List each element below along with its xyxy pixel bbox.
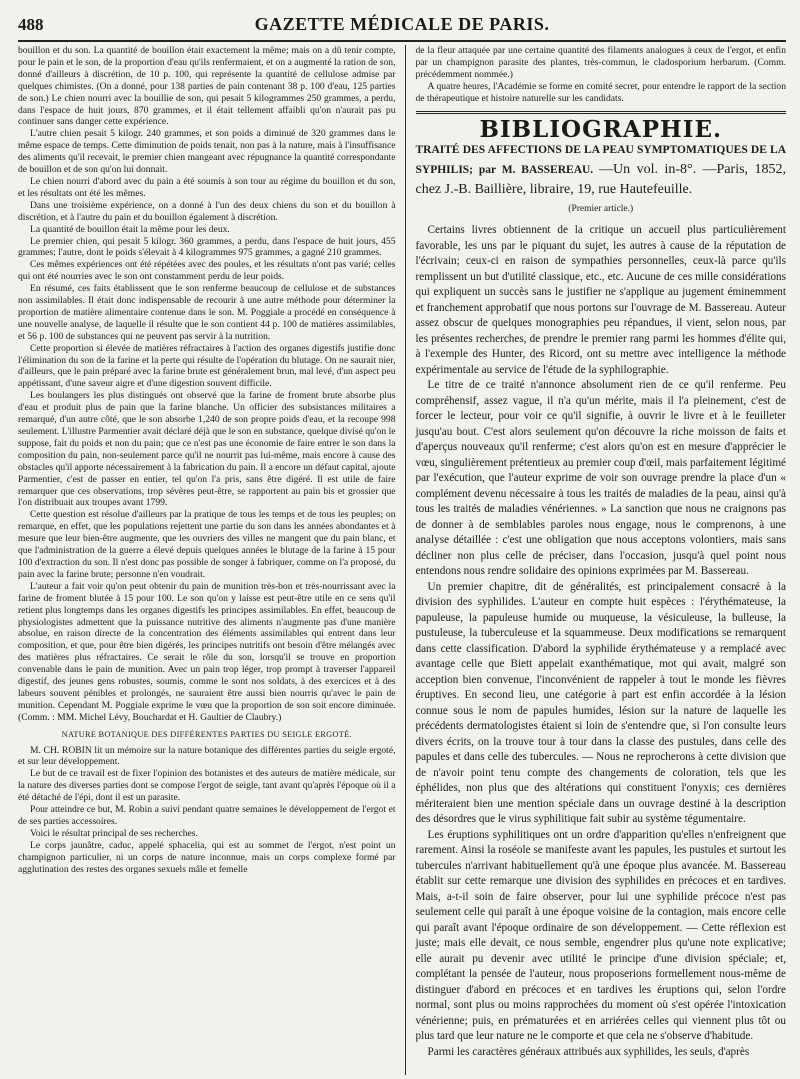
paragraph: Les éruptions syphilitiques ont un ordre d'apparition qu'elles n'enfreignent que rarement. Ainsi la roséole se manifeste avant les papules, les pustules et surtout les tubercules n'arrivant habituellement qu'à une époque plus avancée. M. Bassereau établit sur cette remarque une division des syphilides en précoces et en tardives. Mais, a-t-il soin de faire observer, pour lui une syphilide précoce n'est pas seulement celle qui paraît à une époque voisine de la contagion, mais encore celle qui paraît avant l'époque ordinaire de son développement. — Cette réflexion est juste; mais elle devait, ce nous semble, engendrer plus qu'une note explicative; elle aurait pu devenir avec utilité le principe d'une division spéciale; et, complétant la pensée de l'auteur, nous proposerions formellement nous-même de distinguer d'abord en précoces et en tardives les éruptions qui, selon l'ordre normal, sont plus ou moins rapprochées du moment où s'est opérée l'intoxication vénérienne; puis, en prématurées et en arriérées celles qui viennent plus tôt ou plus tard que leur nature ne le comporte et que cela ne s'observe d'habitude. <box>415 828 786 1043</box>
paragraph: Les boulangers les plus distingués ont observé que la farine de froment brute absorbe plus d'eau et produit plus de pain que la farine blanche. Un officier des subsistances militaires a remarqué, d'un autre côté, que le son absorbe 1,240 de son propre poids d'eau, et la recoupe 998 seulement. L'illustre Parmentier avait déclaré déjà que le son en substance, quelque divisé qu'on le suppose, fait du poids et non du pain; que ce n'est pas une économie de faire entrer le son dans la composition du pain, non-seulement parce qu'il ne nourrit pas lui-même, mais encore à cause des obstacles qu'il apporte nécessairement à la fabrication du pain. Il a encore un défaut capital, ajoute Parmentier, c'est de passer en entier, tel qu'on l'a pris, sans être digéré. Il est utile de faire remarquer que ces observations, trop sévères peut-être, se rapportent au pain bis et grossier que l'on distribuait aux troupes avant 1799. <box>18 390 396 509</box>
paragraph: Le titre de ce traité n'annonce absolument rien de ce qu'il renferme. Peu compréhensif, assez vague, il n'a qu'un mérite, mais il l'a pleinement, c'est de forcer le lecteur, pour voir ce qu'il signifie, à ouvrir le livre et à le feuilleter jusqu'au bout. C'est alors seulement qu'on découvre la riche moisson de faits et d'aperçus nouveaux qu'il renferme; c'est alors qu'on est en mesure d'apprécier le vœu, singulièrement prétentieux au premier coup d'œil, mais parfaitement légitimé par l'exécution, que l'auteur exprime de voir son ouvrage prendre la place d'un « complément devenu nécessaire à tous les traités de maladies de la peau, ainsi qu'à tous les traités de maladies vénériennes. » La sanction que nous ne craignons pas de donner à de semblables paroles nous engage, nous le comprenons, à une analyse détaillée : c'est une obligation que nous acceptons volontiers, mais sans décliner non plus celle de préciser, dans l'occasion, jusqu'à quel point nous entendons nous rendre solidaire des opinions exprimées par M. Bassereau. <box>415 379 786 578</box>
book-title <box>416 141 787 200</box>
paragraph: Parmi les caractères généraux attribués aux syphilides, les seuls, d'après <box>427 1045 750 1058</box>
section-heading: BIBLIOGRAPHIE. <box>479 115 723 143</box>
section-subheading: NATURE BOTANIQUE DES DIFFÉRENTES PARTIES DU SEIGLE ERGOTÉ. <box>61 729 352 739</box>
paragraph: Voici le résultat principal de ses recherches. <box>30 827 198 839</box>
page-number: 488 <box>18 15 44 34</box>
review-body <box>416 223 787 1060</box>
right-column <box>406 45 787 1075</box>
paragraph: Le but de ce travail est de fixer l'opinion des botanistes et des auteurs de matière médicale, sur la nature des diverses parties dont se compose l'ergot de seigle, tant avant qu'après l'époque où il a été détaché de l'épi, dont il est un parasite. <box>18 768 396 804</box>
paragraph: Dans une troisième expérience, on a donné à l'un des deux chiens du son et du bouillon à discrétion, et à l'autre du pain et du bouillon également à discrétion. <box>18 199 396 223</box>
book-title-details: —Un vol. in-8°. —Paris, 1852, chez J.-B. Baillière, libraire, 19, rue Hautefeuille. <box>415 162 786 198</box>
left-column <box>18 45 406 1075</box>
paragraph: Le premier chien, qui pesait 5 kilogr. 360 grammes, a perdu, dans l'espace de huit jours, 455 grammes; l'autre, dont le poids s'élevait à 4 kilogrammes 975 grammes, a gagné 210 grammes. <box>18 235 396 259</box>
article-label: (Premier article.) <box>568 204 634 215</box>
book-title-main: TRAITÉ DES AFFECTIONS DE LA PEAU SYMPTOMATIQUES DE LA SYPHILIS; par M. BASSEREAU. <box>415 144 786 177</box>
paragraph: Pour atteindre ce but, M. Robin a suivi pendant quatre semaines le développement de l'ergot et de ses parties accessoires. <box>18 804 396 827</box>
section-divider <box>416 111 787 114</box>
paragraph: Certains livres obtiennent de la critique un accueil plus particulièrement favorable, les uns par le piquant du sujet, les autres à cause de la réputation de l'écrivain; ceux-ci en raison de sympathies personnelles, ceux-là parce qu'ils remplissent un but d'utilité classique, etc., etc. Aucune de ces mille considérations qui expliquent un succès sans le justifier ne s'applique au jugement éminemment et franchement approbatif que nous portons sur l'ouvrage de M. Bassereau. Auteur assez obscur de quelques monographies peu répandues, il vient, selon nous, par les présentes recherches, de prendre le premier rang parmi les hommes d'élite qui, à l'exemple des Hunter, des Ricord, ont su mettre avec intelligence la méthode expérimentale au service de l'étude de la syphilographie. <box>415 224 786 376</box>
paragraph: Un premier chapitre, dit de généralités, est principalement consacré à la division des syphilides. L'auteur en compte huit espèces : l'érythémateuse, la papuleuse, la papuleuse humide ou muqueuse, la vésiculeuse, la bulleuse, la pustuleuse, la tuberculeuse et la squammeuse. Deux modifications se remarquent dans cette classification. D'abord la syphilide érythémateuse y a remplacé avec avantage celle que Biett appelait exanthématique, mot qui avait, malgré son acception bien convenue, l'inconvénient de rappeler à tout le monde les fièvres éruptives. En second lieu, une catégorie à part est enfin accordée à la lésion connue sous le nom de papules humides, lésion sur la nature de laquelle les précédents dermatologistes étaient si loin de s'entendre que, si l'on consulte leurs divers écrits, on la trouve tour à tour dans la classe des pustules, dans celle des papules et dans celle des tubercules. — Nous ne reprocherons à cette division que de n'avoir point tenu compte des changements de coloration, tels que les éphélides, non plus que des altérations qui constituent l'onyxis; ces dernières mériteraient bien une mention spéciale dans un ouvrage destiné à la description des désordres que le virus syphilitique fait subir au système tégumentaire. <box>415 580 786 826</box>
paragraph: Le corps jaunâtre, caduc, appelé sphacelia, qui est au sommet de l'ergot, n'est point un champignon particulier, ni un corps de nature inconnue, mais un corps complexe formé par agglutination des restes des organes sexuels mâle et femelle <box>18 839 396 875</box>
paragraph: Le chien nourri d'abord avec du pain a été soumis à son tour au régime du bouillon et du son, et les résultats ont été les mêmes. <box>18 175 396 199</box>
paragraph: Cette proportion si élevée de matières réfractaires à l'action des organes digestifs justifie donc l'élimination du son de la farine et la perte qui résulte de l'opération du blutage. On ne saurait nier, d'ailleurs, que le pain préparé avec la farine brute est généralement brun, mal levé, d'un aspect peu appétissant, d'une saveur aigre et d'une digestion souvent difficile. <box>18 342 396 390</box>
page-header <box>18 14 786 42</box>
paragraph: L'autre chien pesait 5 kilogr. 240 grammes, et son poids a diminué de 320 grammes dans le même espace de temps. Cette diminution de poids tenait, non pas à la nature, mais à l'insuffisance des aliments qu'il recevait, le premier chien mangeant avec répugnance la quantité correspondante de bouillon et de son qu'on lui donnait. <box>18 128 396 176</box>
paragraph: En résumé, ces faits établissent que le son renferme beaucoup de cellulose et de substances non assimilables. Il était donc indispensable de recourir à une autre méthode pour déterminer la proportion de matière alimentaire contenue dans le son. M. Poggiale a procédé en conséquence à une nouvelle analyse, de laquelle il résulte que le son contient 44 p. 100 de matières assimilables, et 56 p. 100 de substances qui ne peuvent pas servir à la nutrition. <box>18 283 396 342</box>
paragraph: bouillon et du son. La quantité de bouillon était exactement la même; mais on a dû tenir compte, pour le pain et le son, de la proportion d'eau qu'ils renfermaient, et on a augmenté la ration de son, donné d'ailleurs à discrétion, de 10 p. 100, qui représente la quantité de cellulose admise par quelques chimistes. (On a donné, pour 138 parties de pain contenant 38 p. 100 d'eau, 125 parties de son.) Le chien nourri avec la bouillie de son, qui pesait 5 kilogrammes 250 grammes, a perdu, dans l'espace de huit jours, 870 grammes, et il était tellement affaibli qu'on n'aurait pas pu continuer sans danger cette expérience. <box>18 45 396 128</box>
paragraph: L'auteur a fait voir qu'on peut obtenir du pain de munition très-bon et très-nourrissant avec la farine de froment blutée à 15 pour 100. Le son qu'on y laisse est peut-être utile en ce sens qu'il retient plus longtemps dans les organes digestifs les principes assimilables. En effet, beaucoup de physiologistes admettent que la puissance nutritive des aliments n'augmente pas d'une manière absolue, en raison directe de la concentration des éléments assimilables qui entrent dans leur composition, et que, pour être bien digérés, les principes nutritifs ont besoin d'être mélangés avec des matières plus réfractaires. Ce serait le rôle du son, lorsqu'il se trouve en proportion convenable dans le pain de munition. Avec un pain trop léger, trop prompt à traverser l'appareil digestif, des jeunes gens robustes, soumis, comme le sont nos soldats, à des exercices et à des labeurs souvent pénibles et prolongés, ne sauraient être aussi bien nourris qu'avec le pain de munition. Cependant M. Poggiale exprime le vœu que la proportion de son soit encore diminuée. (Comm. : MM. Michel Lévy, Bouchardat et H. Gaultier de Claubry.) <box>18 580 396 723</box>
columns <box>18 45 786 1075</box>
paragraph: La quantité de bouillon était la même pour les deux. <box>30 223 230 235</box>
masthead-title: GAZETTE MÉDICALE DE PARIS. <box>254 14 550 34</box>
paragraph: M. CH. ROBIN lit un mémoire sur la nature botanique des différentes parties du seigle ergoté, et sur leur développement. <box>18 744 396 768</box>
paragraph: de la fleur attaquée par une certaine quantité des filaments analogues à ceux de l'ergot, et enfin par un champignon parasite des plantes, très-commun, le cladosporium herbarum. (Comm. précédemment nommée.) <box>415 45 786 80</box>
paragraph: Ces mêmes expériences ont été répétées avec des poules, et les résultats n'ont pas varié; celles qui ont été nourries avec le son ont constamment perdu de leur poids. <box>18 259 396 283</box>
paragraph: A quatre heures, l'Académie se forme en comité secret, pour entendre le rapport de la section de thérapeutique et histoire naturelle sur les candidats. <box>415 80 786 104</box>
paragraph: Cette question est résolue d'ailleurs par la pratique de tous les temps et de tous les peuples; on remarque, en effet, que les populations rejettent une partie du son dans les années abondantes et à mesure que leur bien-être augmente, que les ouvriers des villes ne mangent que du pain blanc, et que l'administration de la guerre a élevé depuis quelques années le blutage de la farine à 15 pour 100 d'extraction du son. Il n'est donc pas possible de songer à fabriquer, comme on l'a proposé, du pain avec la farine brute; personne n'en voudrait. <box>18 509 396 580</box>
